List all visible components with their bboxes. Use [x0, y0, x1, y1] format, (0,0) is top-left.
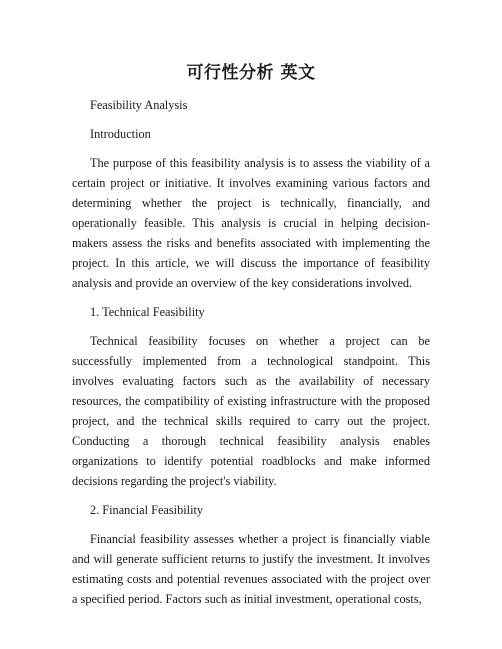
paragraph-financial-feasibility-body: Financial feasibility assesses whether a project is financially viable and will generate sufficient returns to justify the investment. It involves estimating costs and potential revenues associated with the project over a specified period. Factors such as initial investment, operational costs,	[72, 532, 430, 606]
paragraph-heading-financial-feasibility: 2. Financial Feasibility	[90, 503, 204, 517]
document-title: 可行性分析 英文	[186, 63, 316, 83]
paragraph-heading-technical-feasibility: 1. Technical Feasibility	[90, 305, 205, 319]
paragraph-introduction-body: The purpose of this feasibility analysis is to assess the viability of a certain project or initiative. It involves examining various factors and determining whether the project is technically, financially, and operationally feasible. This analysis is crucial in helping decision-makers assess the risks and benefits associated with implementing the project. In this article, we will discuss the importance of feasibility analysis and provide an overview of the key considerations involved.	[72, 156, 430, 290]
paragraph-technical-feasibility-body: Technical feasibility focuses on whether a project can be successfully implemented from a technological standpoint. This involves evaluating factors such as the availability of necessary resources, the compatibility of existing infrastructure with the proposed project, and the technical skills required to carry out the project. Conducting a thorough technical feasibility analysis enables organizations to identify potential roadblocks and make informed decisions regarding the project's viability.	[72, 334, 430, 488]
paragraph-heading-introduction: Introduction	[90, 127, 151, 141]
document-body	[72, 95, 430, 616]
paragraph-heading-feasibility-analysis: Feasibility Analysis	[90, 98, 188, 112]
